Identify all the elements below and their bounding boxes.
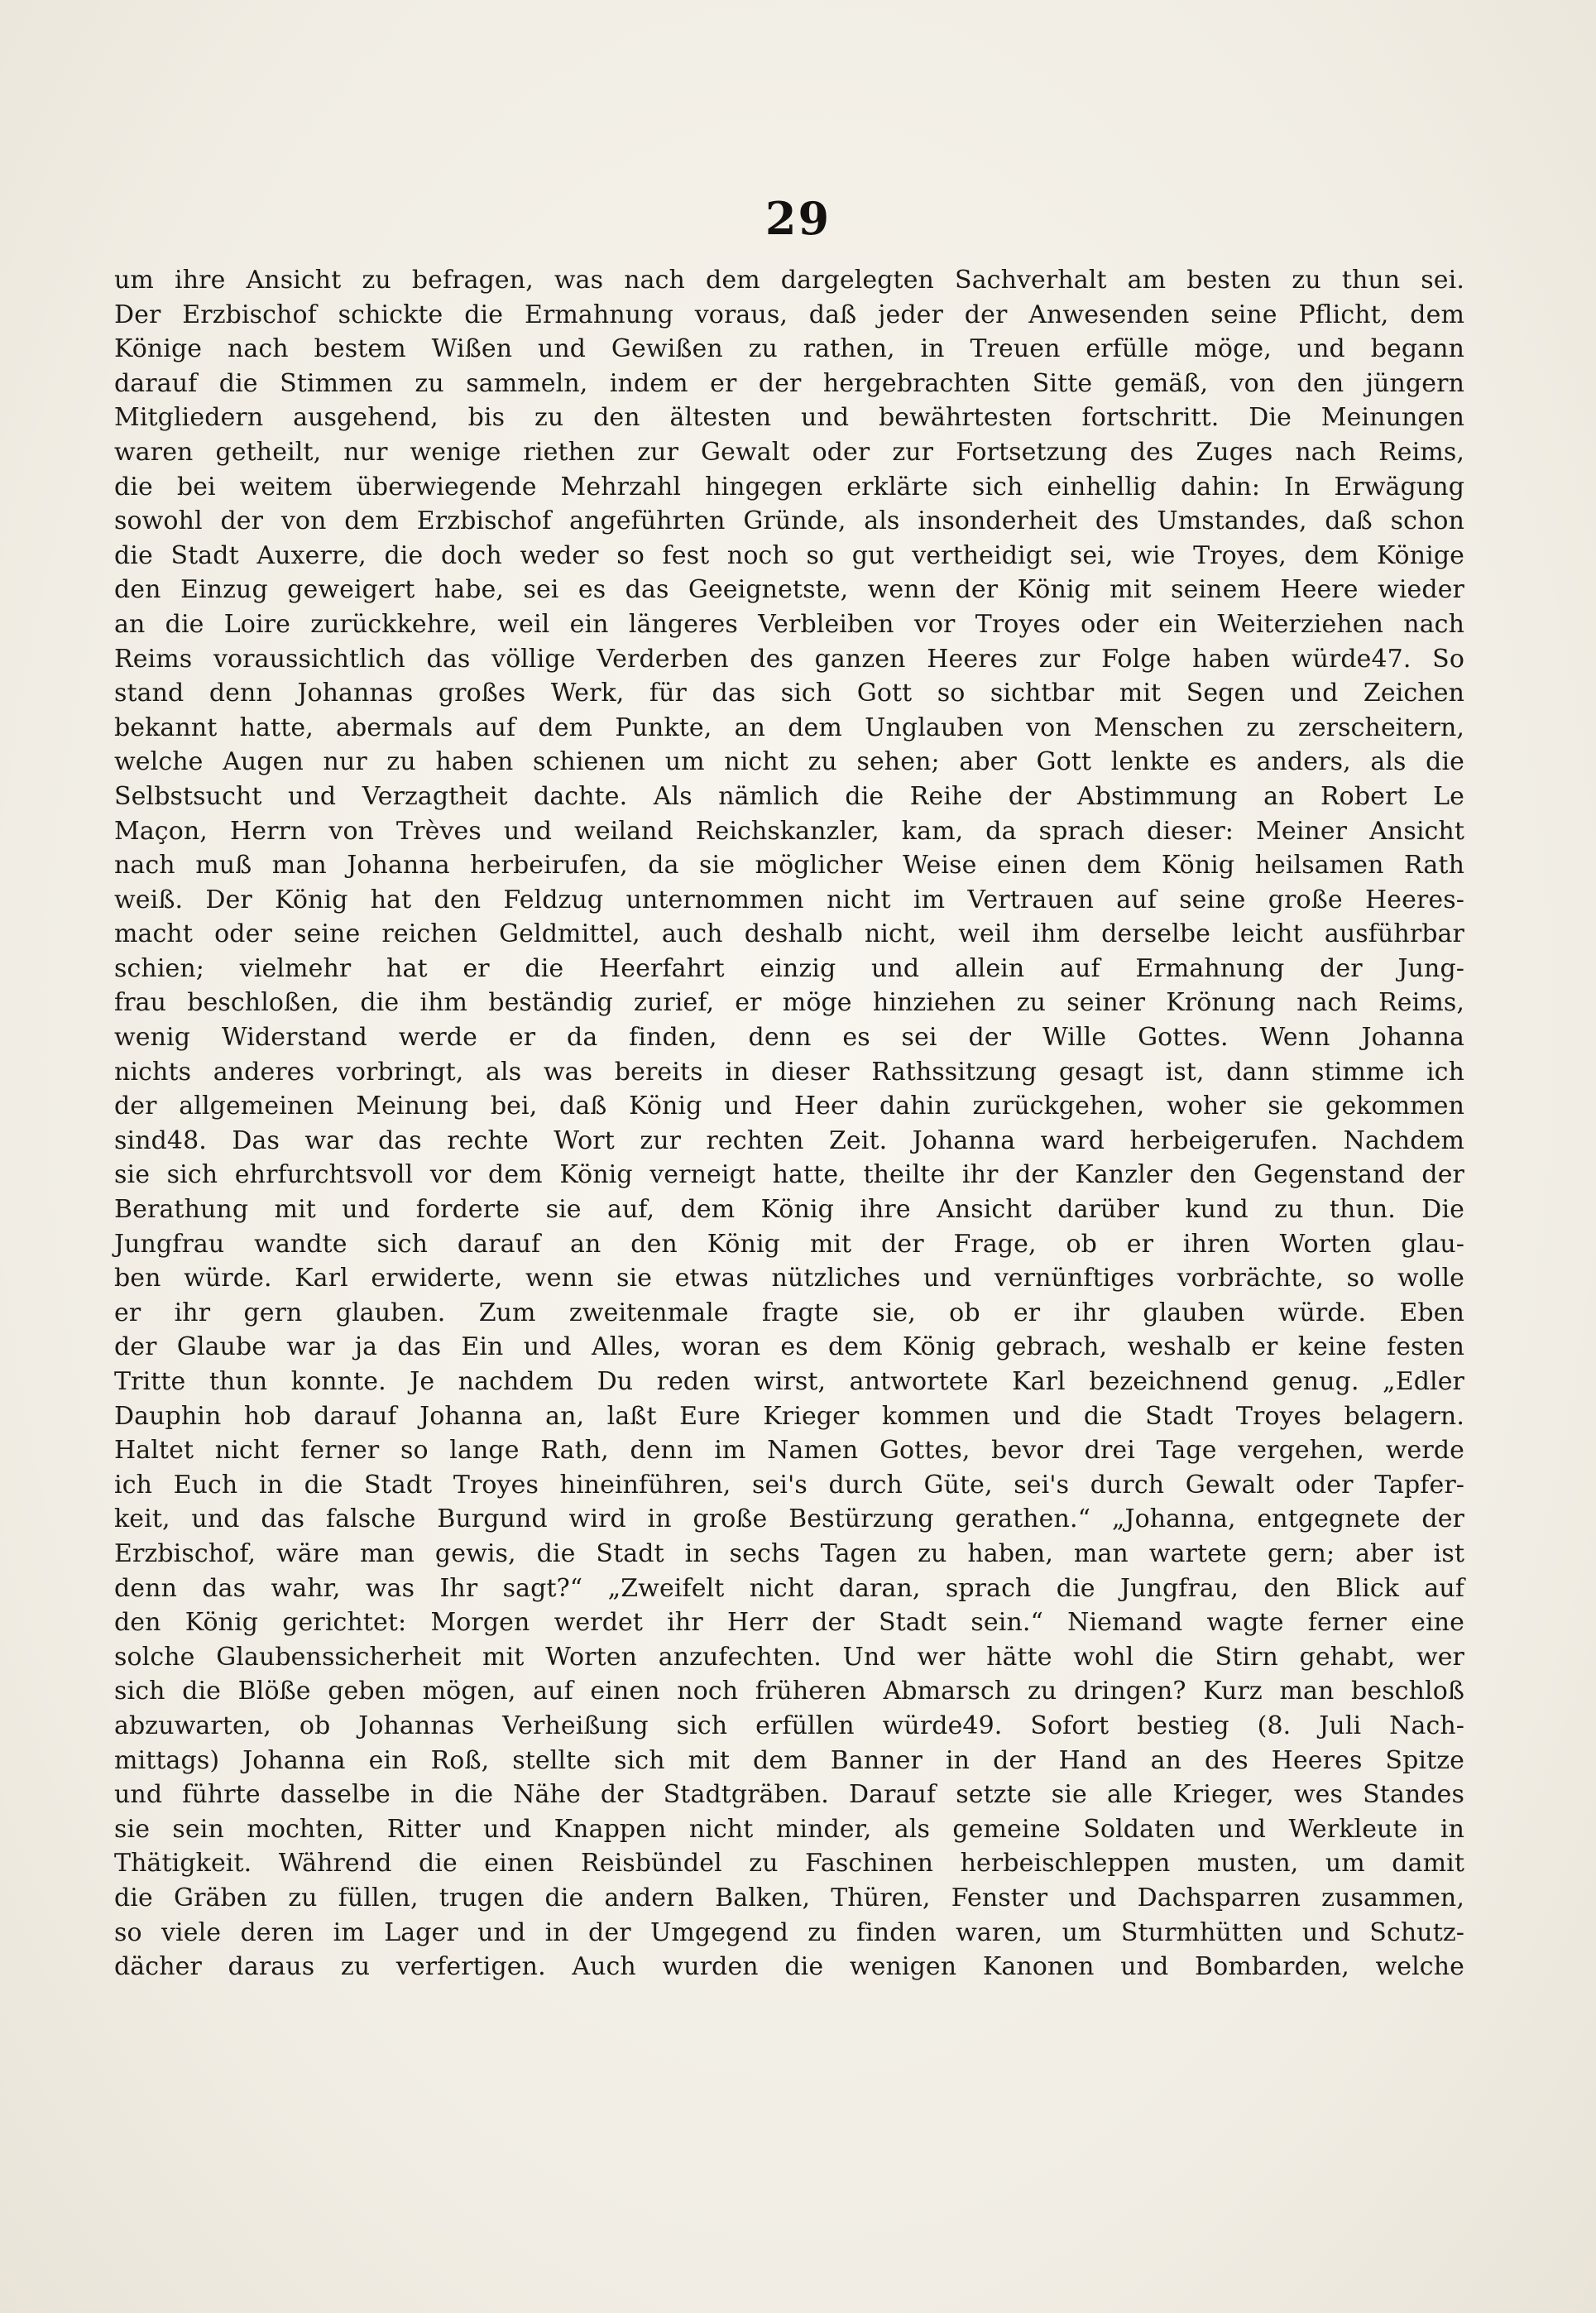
page-number: 29	[764, 192, 832, 245]
text-line: die Stadt Auxerre, die doch weder so fest noch so gut vertheidigt sei, wie Troyes, dem Könige	[114, 540, 1464, 570]
text-line: sind48. Das war das rechte Wort zur rechten Zeit. Johanna ward herbeigerufen. Nachdem	[114, 1125, 1464, 1155]
text-line: ben würde. Karl erwiderte, wenn sie etwas nützliches und vernünftiges vorbrächte, so wolle	[114, 1264, 1464, 1293]
text-line: weiß. Der König hat den Feldzug unternommen nicht im Vertrauen auf seine große Heeres-	[114, 885, 1464, 914]
text-line: die Gräben zu füllen, trugen die andern Balken, Thüren, Fenster und Dachsparren zusammen,	[114, 1883, 1464, 1912]
text-line: er ihr gern glauben. Zum zweitenmale fragte sie, ob er ihr glauben würde. Eben	[114, 1298, 1464, 1327]
text-line: bekannt hatte, abermals auf dem Punkte, an dem Unglauben von Menschen zu zerscheitern,	[114, 713, 1464, 742]
text-line: denn das wahr, was Ihr sagt?“ „Zweifelt nicht daran, sprach die Jungfrau, den Blick auf	[114, 1573, 1464, 1603]
text-line: dächer daraus zu verfertigen. Auch wurden die wenigen Kanonen und Bombarden, welche	[114, 1952, 1464, 1982]
text-line: und führte dasselbe in die Nähe der Stadtgräben. Darauf setzte sie alle Krieger, wes Standes	[114, 1780, 1464, 1810]
text-line: Reims voraussichtlich das völlige Verderben des ganzen Heeres zur Folge haben würde47. So	[114, 644, 1464, 674]
text-line: wenig Widerstand werde er da finden, denn es sei der Wille Gottes. Wenn Johanna	[114, 1023, 1464, 1053]
text-line: Erzbischof, wäre man gewis, die Stadt in sechs Tagen zu haben, man wartete gern; aber ist	[114, 1538, 1464, 1568]
body-text	[114, 263, 1464, 1984]
text-line: Der Erzbischof schickte die Ermahnung voraus, daß jeder der Anwesenden seine Pflicht, dem	[114, 300, 1464, 329]
text-line: sie sich ehrfurchtsvoll vor dem König verneigt hatte, theilte ihr der Kanzler den Gegenstand der	[114, 1160, 1464, 1190]
text-line: darauf die Stimmen zu sammeln, indem er der hergebrachten Sitte gemäß, von den jüngern	[114, 368, 1464, 398]
text-line: Haltet nicht ferner so lange Rath, denn im Namen Gottes, bevor drei Tage vergehen, werde	[114, 1436, 1464, 1466]
text-line: Maçon, Herrn von Trèves und weiland Reichskanzler, kam, da sprach dieser: Meiner Ansicht	[114, 816, 1464, 846]
text-line: Thätigkeit. Während die einen Reisbündel zu Faschinen herbeischleppen musten, um damit	[114, 1849, 1464, 1879]
text-line: nach muß man Johanna herbeirufen, da sie möglicher Weise einen dem König heilsamen Rath	[114, 851, 1464, 881]
text-line: solche Glaubenssicherheit mit Worten anzufechten. Und wer hätte wohl die Stirn gehabt, wer	[114, 1642, 1464, 1672]
text-line: so viele deren im Lager und in der Umgegend zu finden waren, um Sturmhütten und Schutz-	[114, 1917, 1464, 1947]
text-line: sie sein mochten, Ritter und Knappen nicht minder, als gemeine Soldaten und Werkleute in	[114, 1814, 1464, 1844]
text-line: an die Loire zurückkehre, weil ein längeres Verbleiben vor Troyes oder ein Weiterziehen nach	[114, 609, 1464, 639]
text-line: keit, und das falsche Burgund wird in große Bestürzung gerathen.“ „Johanna, entgegnete der	[114, 1504, 1464, 1534]
text-line: macht oder seine reichen Geldmittel, auch deshalb nicht, weil ihm derselbe leicht ausführbar	[114, 919, 1464, 949]
text-line: der allgemeinen Meinung bei, daß König und Heer dahin zurückgehen, woher sie gekommen	[114, 1092, 1464, 1121]
text-line: nichts anderes vorbringt, als was bereits in dieser Rathssitzung gesagt ist, dann stimme ich	[114, 1057, 1464, 1087]
text-line: mittags) Johanna ein Roß, stellte sich mit dem Banner in der Hand an des Heeres Spitze	[114, 1745, 1464, 1775]
text-line: Könige nach bestem Wißen und Gewißen zu rathen, in Treuen erfülle möge, und begann	[114, 334, 1464, 364]
text-line: sowohl der von dem Erzbischof angeführten Gründe, als insonderheit des Umstandes, daß schon	[114, 506, 1464, 536]
text-line: Selbstsucht und Verzagtheit dachte. Als nämlich die Reihe der Abstimmung an Robert Le	[114, 781, 1464, 811]
text-line: Mitgliedern ausgehend, bis zu den ältesten und bewährtesten fortschritt. Die Meinungen	[114, 403, 1464, 433]
text-line: den Einzug geweigert habe, sei es das Geeignetste, wenn der König mit seinem Heere wieder	[114, 575, 1464, 605]
text-line: Berathung mit und forderte sie auf, dem König ihre Ansicht darüber kund zu thun. Die	[114, 1195, 1464, 1225]
text-line: sich die Blöße geben mögen, auf einen noch früheren Abmarsch zu dringen? Kurz man beschloß	[114, 1677, 1464, 1706]
text-line: waren getheilt, nur wenige riethen zur Gewalt oder zur Fortsetzung des Zuges nach Reims,	[114, 437, 1464, 467]
text-line: um ihre Ansicht zu befragen, was nach dem dargelegten Sachverhalt am besten zu thun sei.	[114, 266, 1464, 295]
text-line: Dauphin hob darauf Johanna an, laßt Eure Krieger kommen und die Stadt Troyes belagern.	[114, 1401, 1464, 1431]
text-line: Tritte thun konnte. Je nachdem Du reden wirst, antwortete Karl bezeichnend genug. „Edler	[114, 1367, 1464, 1396]
text-line: stand denn Johannas großes Werk, für das sich Gott so sichtbar mit Segen und Zeichen	[114, 679, 1464, 708]
text-line: welche Augen nur zu haben schienen um nicht zu sehen; aber Gott lenkte es anders, als die	[114, 747, 1464, 777]
text-line: den König gerichtet: Morgen werdet ihr Herr der Stadt sein.“ Niemand wagte ferner eine	[114, 1608, 1464, 1638]
text-line: frau beschloßen, die ihm beständig zurief, er möge hinziehen zu seiner Krönung nach Reims,	[114, 988, 1464, 1018]
text-line: Jungfrau wandte sich darauf an den König mit der Frage, ob er ihren Worten glau-	[114, 1229, 1464, 1259]
text-line: die bei weitem überwiegende Mehrzahl hingegen erklärte sich einhellig dahin: In Erwägung	[114, 472, 1464, 501]
text-line: abzuwarten, ob Johannas Verheißung sich erfüllen würde49. Sofort bestieg (8. Juli Nach-	[114, 1711, 1464, 1740]
text-line: schien; vielmehr hat er die Heerfahrt einzig und allein auf Ermahnung der Jung-	[114, 953, 1464, 983]
text-line: der Glaube war ja das Ein und Alles, woran es dem König gebrach, weshalb er keine festen	[114, 1332, 1464, 1362]
text-line: ich Euch in die Stadt Troyes hineinführen, sei's durch Güte, sei's durch Gewalt oder Tapfer-	[114, 1470, 1464, 1500]
